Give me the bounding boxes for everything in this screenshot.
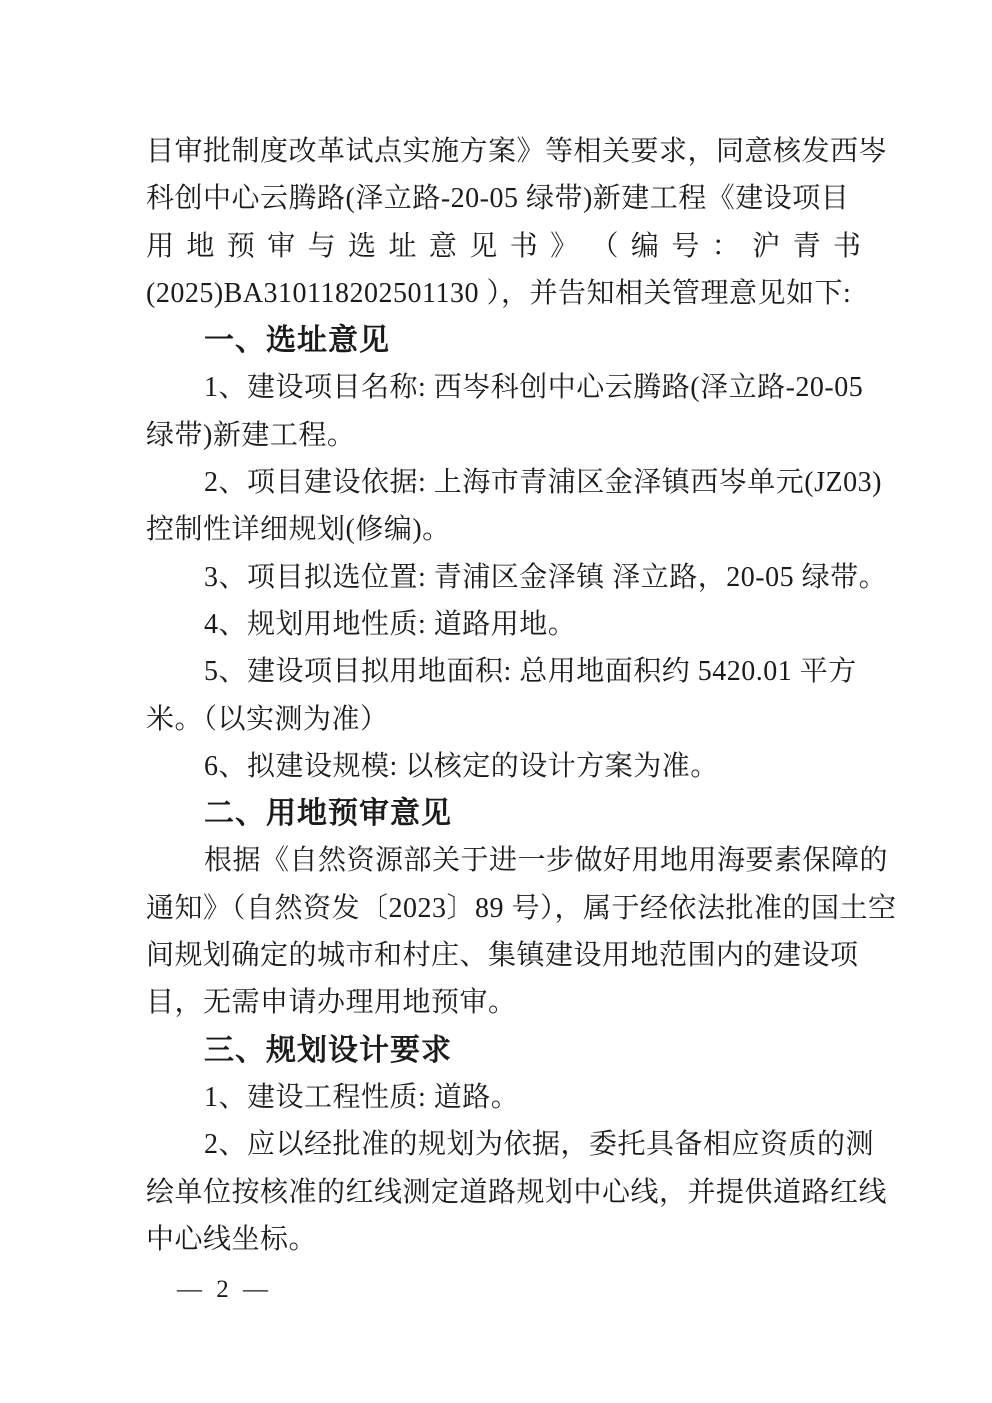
intro-line: 科创中心云腾路(泽立路-20-05 绿带)新建工程《建设项目 <box>146 183 850 215</box>
section-1-heading: 一、选址意见 <box>204 324 390 358</box>
section-3-line: 1、建设工程性质: 道路。 <box>204 1081 520 1113</box>
page-number: — 2 — <box>177 1276 272 1303</box>
section-1-line: 米。（以实测为准） <box>146 703 389 735</box>
section-1-line: 2、项目建设依据: 上海市青浦区金泽镇西岑单元(JZ03) <box>204 467 882 499</box>
section-1-line: 6、拟建设规模: 以核定的设计方案为准。 <box>204 750 719 782</box>
section-1-line: 绿带)新建工程。 <box>146 419 356 451</box>
section-2-line: 通知》（自然资发〔2023〕89 号），属于经依法批准的国土空 <box>146 892 897 924</box>
section-1-line: 5、建设项目拟用地面积: 总用地面积约 5420.01 平方 <box>204 656 857 688</box>
section-1-line: 4、规划用地性质: 道路用地。 <box>204 608 577 640</box>
section-3-heading: 三、规划设计要求 <box>204 1033 452 1067</box>
section-1-line: 控制性详细规划(修编)。 <box>146 514 451 546</box>
section-2-line: 间规划确定的城市和村庄、集镇建设用地范围内的建设项 <box>146 940 859 972</box>
section-2-line: 根据《自然资源部关于进一步做好用地用海要素保障的 <box>204 845 889 877</box>
section-3-line: 绘单位按核准的红线测定道路规划中心线，并提供道路红线 <box>146 1176 888 1208</box>
intro-line: 目审批制度改革试点实施方案》等相关要求，同意核发西岑 <box>146 136 888 167</box>
section-1-line: 3、项目拟选位置: 青浦区金泽镇 泽立路，20-05 绿带。 <box>204 561 888 593</box>
section-2-line: 目，无需申请办理用地预审。 <box>146 987 517 1019</box>
intro-line-justified: 用 地 预 审 与 选 址 意 见 书 》 （ 编 号 ： 沪 青 书 <box>146 230 862 262</box>
document-body <box>146 128 897 1263</box>
section-3-line: 2、应以经批准的规划为依据，委托具备相应资质的测 <box>204 1129 875 1161</box>
intro-line: (2025)BA310118202501130 ），并告知相关管理意见如下: <box>146 277 852 309</box>
section-1-line: 1、建设项目名称: 西岑科创中心云腾路(泽立路-20-05 <box>204 372 864 404</box>
section-3-line: 中心线坐标。 <box>146 1223 318 1255</box>
section-2-heading: 二、用地预审意见 <box>204 797 452 831</box>
